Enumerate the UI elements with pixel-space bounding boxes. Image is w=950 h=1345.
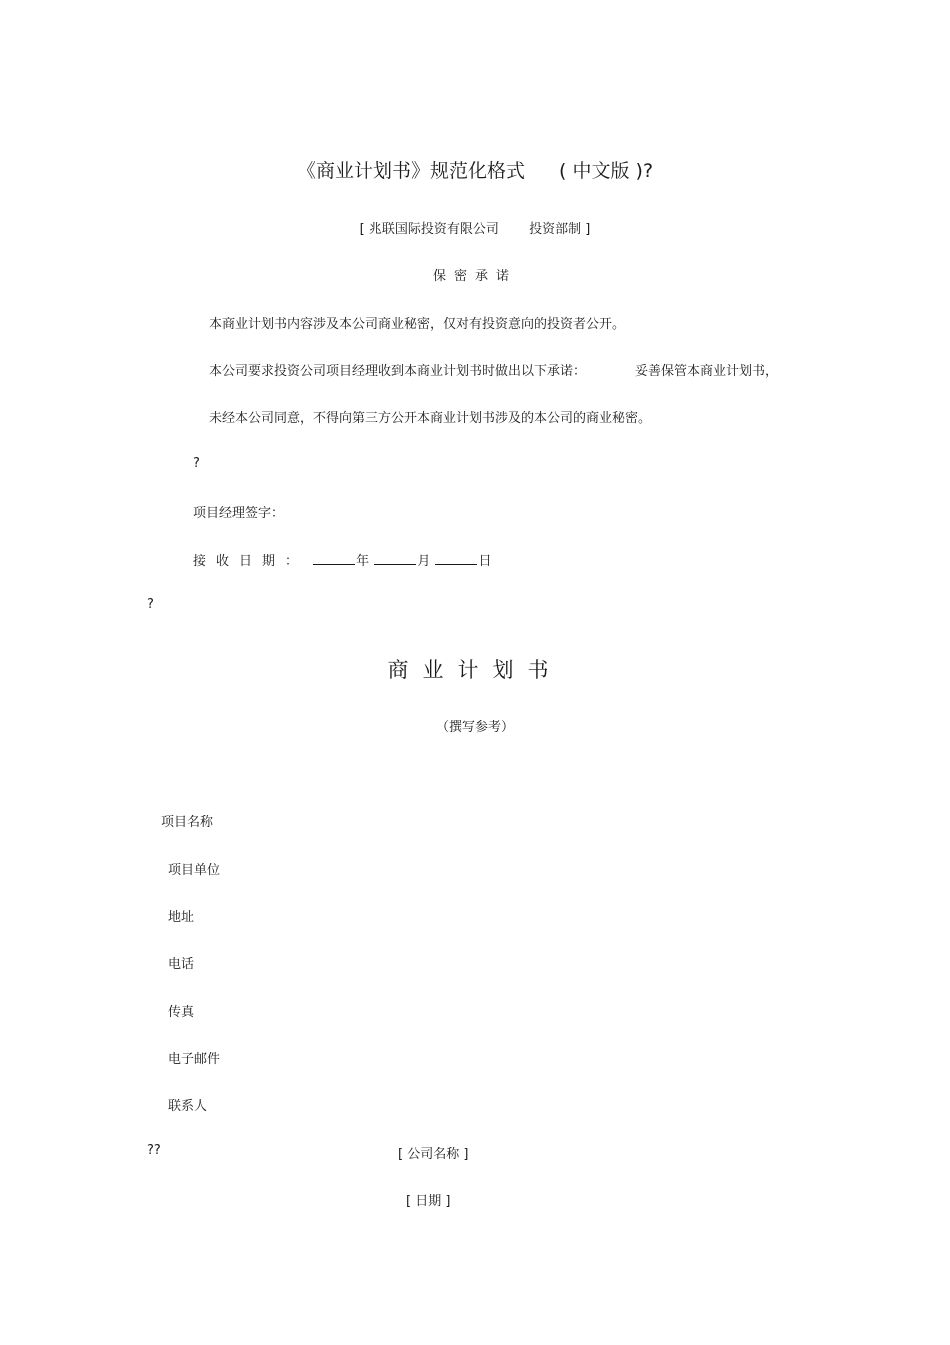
receive-date-line (193, 550, 491, 569)
question-mark: ? (147, 597, 154, 612)
field-contact: 联系人 (168, 1099, 208, 1114)
subtitle-company: [ 兆联国际投资有限公司 (359, 222, 499, 237)
year-label: 年 (356, 554, 370, 569)
field-project-unit: 项目单位 (168, 863, 221, 878)
company-name-placeholder: [ 公司名称 ] (398, 1147, 469, 1162)
month-blank[interactable] (374, 552, 416, 565)
field-email: 电子邮件 (168, 1052, 221, 1067)
field-fax: 传真 (168, 1005, 195, 1020)
confidentiality-paragraph-2: 本公司要求投资公司项目经理收到本商业计划书时做出以下承诺： (209, 364, 587, 379)
field-project-name: 项目名称 (161, 815, 214, 830)
year-blank[interactable] (313, 552, 355, 565)
date-label: 接收日期： (193, 554, 309, 569)
confidentiality-paragraph-1: 本商业计划书内容涉及本公司商业秘密，仅对有投资意向的投资者公开。 (209, 317, 626, 332)
day-label: 日 (478, 554, 492, 569)
subtitle-department: 投资部制 ] (529, 222, 591, 237)
confidentiality-paragraph-2-continued: 妥善保管本商业计划书， (635, 364, 779, 379)
question-mark: ? (193, 456, 200, 471)
cover-note: （撰写参考） (435, 720, 514, 735)
day-blank[interactable] (435, 552, 477, 565)
field-address: 地址 (168, 910, 195, 925)
month-label: 月 (417, 554, 431, 569)
confidentiality-heading: 保密承诺 (432, 269, 517, 284)
document-title (0, 156, 950, 183)
title-suffix: ( 中文版 )? (559, 160, 654, 182)
confidentiality-paragraph-3: 未经本公司同意，不得向第三方公开本商业计划书涉及的本公司的商业秘密。 (209, 411, 652, 426)
date-placeholder: [ 日期 ] (406, 1194, 451, 1209)
title-main: 《商业计划书》规范化格式 (296, 160, 525, 182)
signature-label: 项目经理签字： (193, 506, 285, 521)
question-marks: ?? (147, 1143, 161, 1158)
field-phone: 电话 (168, 957, 195, 972)
cover-title: 商业计划书 (387, 658, 563, 682)
document-subtitle (0, 218, 950, 237)
